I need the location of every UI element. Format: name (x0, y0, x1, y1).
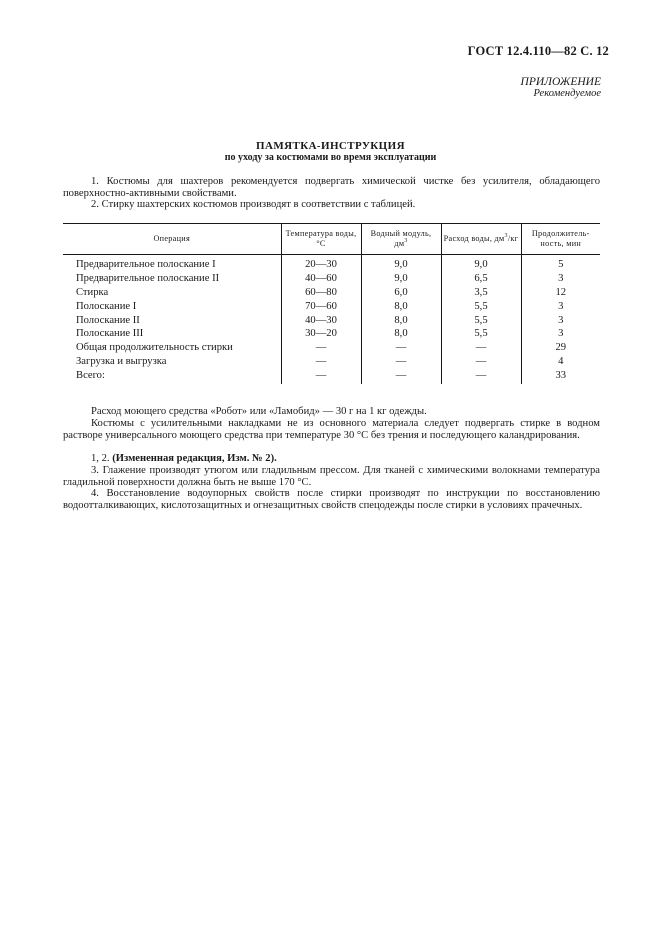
intro-paragraph-2 (63, 199, 600, 211)
note-restoration (63, 488, 600, 512)
note-detergent (63, 406, 600, 418)
table-row: Предварительное полоскание I 20—30 9,0 9,0 5 (63, 255, 600, 272)
table-row: Стирка 60—80 6,0 3,5 12 (63, 286, 600, 300)
intro-paragraph-1 (63, 176, 600, 200)
note-edition (63, 453, 600, 465)
table-row: Полоскание I 70—60 8,0 5,5 3 (63, 299, 600, 313)
note-ironing-text: 3. Глажение производят утюгом или гладильным прессом. Для тканей с химическими волокнами температура гладильной поверхности должна быть не выше 170 °С. (63, 465, 600, 488)
note-reinforced (63, 418, 600, 442)
document-title-line1: ПАМЯТКА-ИНСТРУКЦИЯ (256, 140, 405, 152)
table-row: Полоскание II 40—30 8,0 5,5 3 (63, 313, 600, 327)
table-header-row (63, 224, 600, 255)
page-header: ГОСТ 12.4.110—82 С. 12 (467, 44, 609, 58)
header-water-module: Водный модуль, $дм^3$ (361, 224, 441, 255)
table-row: Полоскание III 30—20 8,0 5,5 3 (63, 327, 600, 341)
document-title (0, 140, 661, 164)
note-restoration-text: 4. Восстановление водоупорных свойств после стирки производят по инструкции по восстановлению водоотталкивающих, кислотозащитных и огнезащитных свойств спецодежды после стирки в условиях прачечных. (63, 488, 600, 511)
intro-paragraph-1-text: 1. Костюмы для шахтеров рекомендуется подвергать химической чистке без усилителя, обладающего поверхностно-активными свойствами. (63, 176, 600, 199)
note-detergent-text: Расход моющего средства «Робот» или «Ламобид» — 30 г на 1 кг одежды. (91, 406, 427, 417)
header-operation: Операция (63, 224, 281, 255)
table-row: Всего: — — — 33 (63, 368, 600, 384)
intro-paragraph-2-text: 2. Стирку шахтерских костюмов производят в соответствии с таблицей. (91, 199, 416, 210)
appendix-label (521, 76, 601, 100)
note-edition-prefix: 1, 2. (91, 453, 110, 464)
appendix-subtitle: Рекомендуемое (533, 88, 601, 99)
note-edition-bold: (Измененная редакция, Изм. № 2). (112, 453, 277, 464)
header-water-consumption: Расход воды, $дм^3/кг$ (441, 224, 521, 255)
note-reinforced-text: Костюмы с усилительными накладками не из основного материала следует подвергать стирке в водном растворе универсального моющего средства при температуре 30 °С без трения и последующего каландрирования. (63, 418, 600, 441)
table-row: Загрузка и выгрузка — — — 4 (63, 355, 600, 369)
header-temperature: Температура воды, °С (281, 224, 361, 255)
note-ironing (63, 465, 600, 489)
table-row: Общая продолжительность стирки — — — 29 (63, 341, 600, 355)
header-duration: Продолжитель- ность, мин (521, 224, 600, 255)
washing-table (63, 223, 600, 384)
appendix-title: ПРИЛОЖЕНИЕ (520, 76, 601, 88)
table-row: Предварительное полоскание II 40—60 9,0 6,5 3 (63, 272, 600, 286)
document-title-line2: по уходу за костюмами во время эксплуатации (224, 152, 437, 163)
